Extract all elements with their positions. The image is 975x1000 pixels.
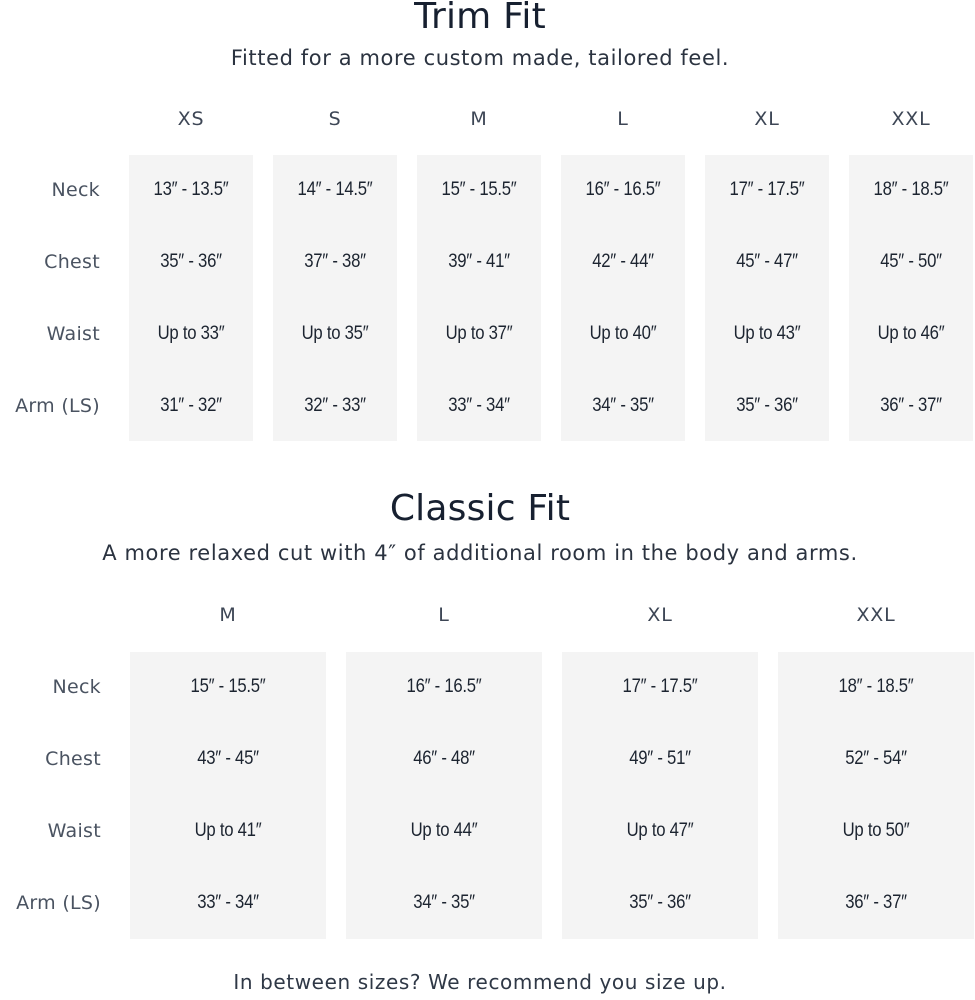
measurement-cell: 16″ - 16.5″: [406, 676, 482, 697]
measurement-cell: 35″ - 36″: [736, 395, 798, 416]
size-header-m: M: [470, 108, 488, 130]
measurement-cell: 14″ - 14.5″: [297, 179, 373, 200]
size-header-l: L: [617, 108, 629, 130]
measurement-cell: 33″ - 34″: [448, 395, 510, 416]
size-header-xl: XL: [647, 604, 673, 626]
measurement-cell: Up to 43″: [733, 323, 801, 344]
size-up-note: In between sizes? We recommend you size up.: [233, 970, 727, 994]
trim-fit-subtitle: Fitted for a more custom made, tailored feel.: [230, 46, 730, 70]
classic-fit-title: Classic Fit: [389, 488, 571, 529]
measurement-cell: 31″ - 32″: [160, 395, 222, 416]
row-label-neck: Neck: [51, 179, 100, 201]
measurement-cell: Up to 46″: [877, 323, 945, 344]
classic-fit-subtitle: A more relaxed cut with 4″ of additional room in the body and arms.: [102, 541, 858, 565]
size-header-xxl: XXL: [891, 108, 931, 130]
measurement-cell: 18″ - 18.5″: [873, 179, 949, 200]
size-header-m: M: [219, 604, 237, 626]
measurement-cell: 39″ - 41″: [448, 251, 510, 272]
measurement-cell: 46″ - 48″: [413, 748, 475, 769]
measurement-cell: 16″ - 16.5″: [585, 179, 661, 200]
measurement-cell: 36″ - 37″: [880, 395, 942, 416]
measurement-cell: 45″ - 50″: [880, 251, 942, 272]
size-header-xs: XS: [177, 108, 205, 130]
measurement-cell: Up to 47″: [626, 820, 694, 841]
measurement-cell: 52″ - 54″: [845, 748, 907, 769]
size-header-s: S: [328, 108, 342, 130]
measurement-cell: 15″ - 15.5″: [441, 179, 517, 200]
measurement-cell: 35″ - 36″: [160, 251, 222, 272]
measurement-cell: Up to 40″: [589, 323, 657, 344]
row-label-neck: Neck: [52, 676, 101, 698]
measurement-cell: Up to 50″: [842, 820, 910, 841]
size-header-xxl: XXL: [856, 604, 896, 626]
measurement-cell: Up to 44″: [410, 820, 478, 841]
measurement-cell: 36″ - 37″: [845, 892, 907, 913]
trim-fit-title: Trim Fit: [414, 0, 546, 37]
measurement-cell: 37″ - 38″: [304, 251, 366, 272]
measurement-cell: Up to 35″: [301, 323, 369, 344]
measurement-cell: 17″ - 17.5″: [622, 676, 698, 697]
measurement-cell: Up to 37″: [445, 323, 513, 344]
measurement-cell: 34″ - 35″: [413, 892, 475, 913]
measurement-cell: 13″ - 13.5″: [153, 179, 229, 200]
measurement-cell: 17″ - 17.5″: [729, 179, 805, 200]
measurement-cell: 35″ - 36″: [629, 892, 691, 913]
measurement-cell: Up to 41″: [194, 820, 262, 841]
measurement-cell: 45″ - 47″: [736, 251, 798, 272]
row-label-waist: Waist: [47, 820, 101, 842]
measurement-cell: 42″ - 44″: [592, 251, 654, 272]
measurement-cell: 43″ - 45″: [197, 748, 259, 769]
row-label-arm-ls: Arm (LS): [15, 395, 100, 417]
row-label-waist: Waist: [46, 323, 100, 345]
row-label-arm-ls: Arm (LS): [16, 892, 101, 914]
measurement-cell: 32″ - 33″: [304, 395, 366, 416]
size-header-l: L: [438, 604, 450, 626]
size-header-xl: XL: [754, 108, 780, 130]
measurement-cell: 34″ - 35″: [592, 395, 654, 416]
measurement-cell: 33″ - 34″: [197, 892, 259, 913]
measurement-cell: Up to 33″: [157, 323, 225, 344]
row-label-chest: Chest: [44, 251, 100, 273]
measurement-cell: 15″ - 15.5″: [190, 676, 266, 697]
measurement-cell: 49″ - 51″: [629, 748, 691, 769]
row-label-chest: Chest: [45, 748, 101, 770]
measurement-cell: 18″ - 18.5″: [838, 676, 914, 697]
